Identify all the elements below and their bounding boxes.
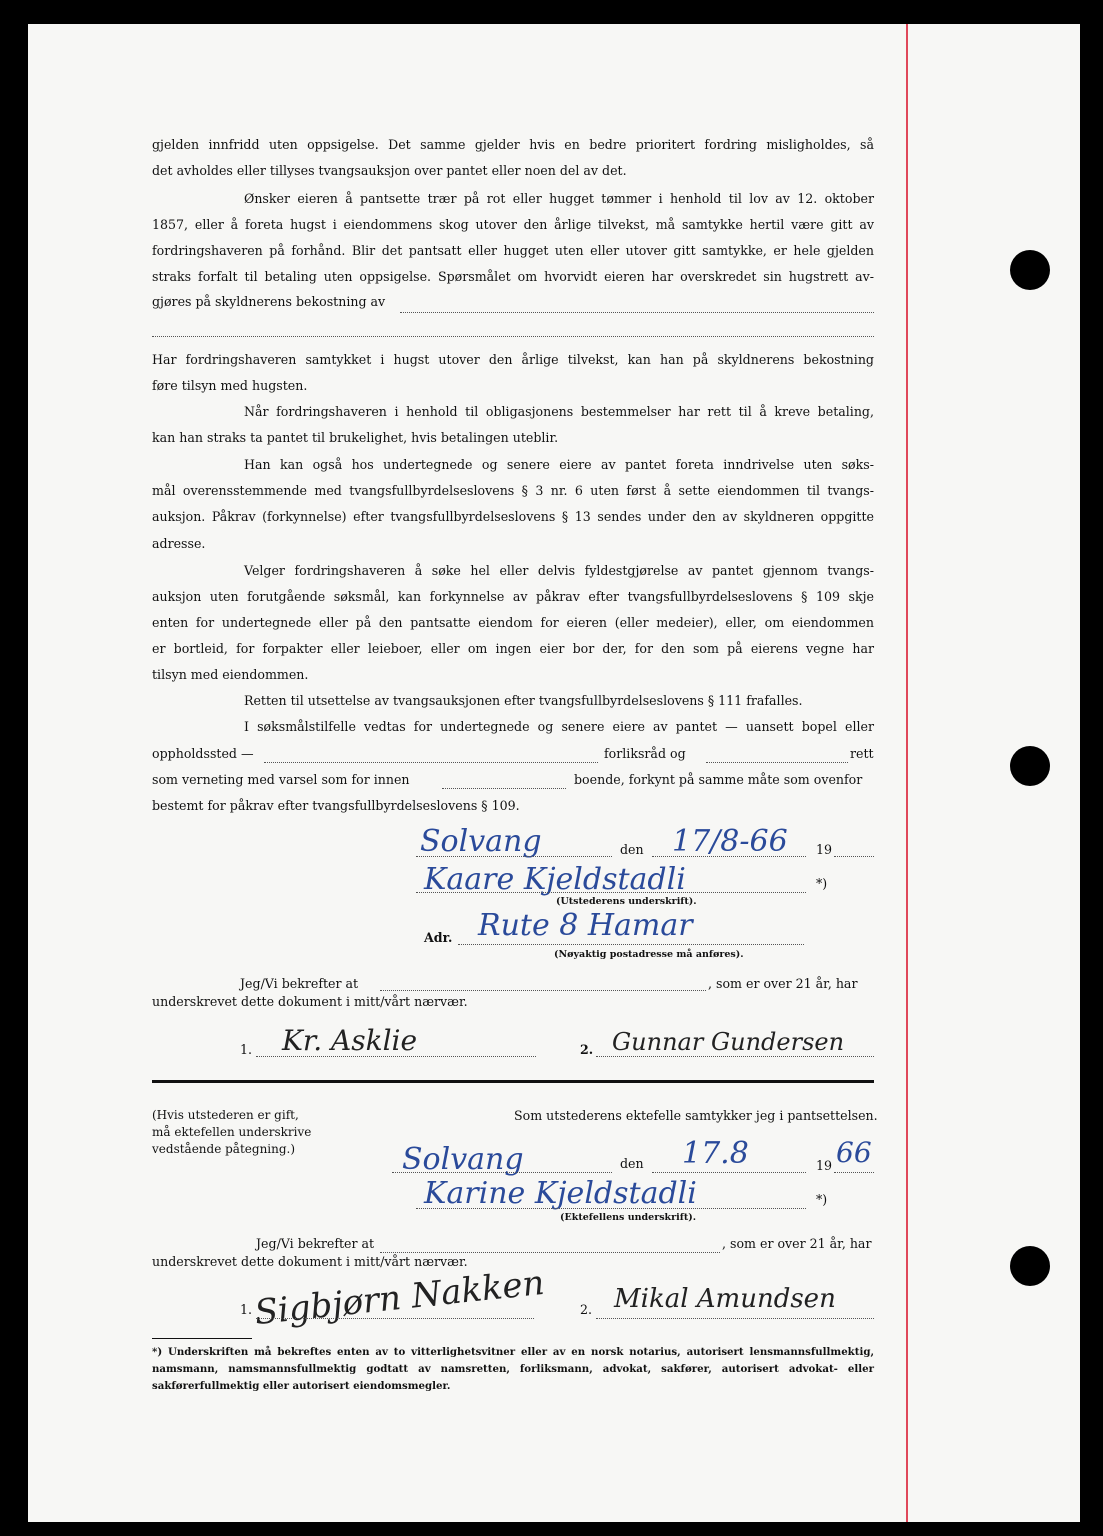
witness2-line1-a: Jeg/Vi bekrefter at	[256, 1236, 375, 1251]
witness2-num2: 2.	[580, 1302, 593, 1317]
spouse-consent: Som utstederens ektefelle samtykker jeg i pantsettelsen.	[514, 1108, 878, 1123]
para8-line1: I søksmålstilfelle vedtas for undertegnede og senere eiere av pantet — uansett bopel eller	[244, 719, 874, 734]
adr-label: Adr.	[424, 930, 453, 945]
para6-line3: enten for undertegnede eller på den pantsatte eiendom for eieren (eller medeier), eller, om eiendommen	[152, 615, 874, 630]
spouse-handwritten-date: 17.8	[682, 1136, 749, 1171]
para5-line3: auksjon. Påkrav (forkynnelse) efter tvangsfullbyrdelseslovens § 13 sendes under den av skyldneren oppgitte	[152, 509, 874, 524]
signature-line	[416, 1208, 806, 1209]
handwritten-place: Solvang	[420, 824, 542, 859]
para6-line4: er bortleid, for forpakter eller leieboer, eller om ingen eier bor der, for den som på eierens vegne har	[152, 641, 874, 656]
para2-line1: Ønsker eieren å pantsette trær på rot eller hugget tømmer i henhold til lov av 12. oktober	[244, 191, 874, 206]
year-prefix: 19	[816, 842, 833, 857]
para5-line2: mål overensstemmende med tvangsfullbyrdelseslovens § 3 nr. 6 uten først å sette eiendommen til tvangs-	[152, 483, 874, 498]
footnote-mark: *)	[816, 876, 828, 891]
address-line	[458, 944, 804, 945]
witness1-line1-a: Jeg/Vi bekrefter at	[240, 976, 359, 991]
punch-hole-middle	[1010, 746, 1050, 786]
para2-line3: fordringshaveren på forhånd. Blir det pantsatt eller hugget uten eller utover gitt samtykke, er hele gjelden	[152, 243, 874, 258]
witness1-line2: underskrevet dette dokument i mitt/vårt nærvær.	[152, 994, 468, 1009]
spouse-handwritten-year: 66	[836, 1136, 872, 1169]
para5-line4: adresse.	[152, 536, 206, 551]
date-line	[652, 1172, 806, 1173]
spouse-caption: (Ektefellens underskrift).	[560, 1212, 697, 1223]
witness2-line2: underskrevet dette dokument i mitt/vårt nærvær.	[152, 1254, 468, 1269]
spouse-note-line3: vedstående påtegning.)	[152, 1142, 296, 1156]
para5-line1: Han kan også hos undertegnede og senere eiere av pantet foreta inndrivelse uten søks-	[244, 457, 874, 472]
document-page	[28, 24, 1080, 1522]
para1-line2: det avholdes eller tillyses tvangsauksjon over pantet eller noen del av det.	[152, 163, 627, 178]
issuer-caption: (Utstederens underskrift).	[556, 896, 697, 907]
divider-rule	[152, 1080, 874, 1083]
witness2-signature1: Sigbjørn Nakken	[252, 1262, 547, 1334]
blank-line	[442, 788, 566, 789]
signature-line	[416, 892, 806, 893]
signature-line	[596, 1318, 874, 1319]
spouse-den-label: den	[620, 1156, 644, 1171]
witness2-line1-b: , som er over 21 år, har	[722, 1236, 872, 1251]
para8-verneting: som verneting med varsel som for innen	[152, 772, 410, 787]
witness2-num1: 1.	[240, 1302, 253, 1317]
margin-red-line	[906, 24, 908, 1522]
para8-forliksrad: forliksråd og	[604, 746, 686, 761]
para8-oppholdssted: oppholdssted —	[152, 746, 254, 761]
handwritten-address: Rute 8 Hamar	[478, 908, 693, 943]
spouse-footnote-mark: *)	[816, 1192, 828, 1207]
para2-line2: 1857, eller å foreta hugst i eiendommens skog utover den årlige tilvekst, må samtykke hertil være gitt av	[152, 217, 874, 232]
footnote-rule	[152, 1338, 252, 1339]
signature-line	[256, 1056, 536, 1057]
witness1-num1: 1.	[240, 1042, 253, 1057]
blank-line	[400, 312, 874, 313]
spouse-handwritten-place: Solvang	[402, 1142, 524, 1177]
para6-line5: tilsyn med eiendommen.	[152, 667, 309, 682]
witness1-signature1: Kr. Asklie	[282, 1024, 418, 1057]
blank-line	[152, 336, 874, 337]
footnote: *) Underskriften må bekreftes enten av to vitterlighetsvitner eller av en norsk notarius, autorisert lensmannsfullmektig, namsmann, namsmannsfullmektig godtatt av namsretten, forliksmann, advokat, sakfører, autorisert advokat- eller sakførerfullmektig eller autorisert eiendomsmegler.	[152, 1346, 874, 1392]
spouse-year-prefix: 19	[816, 1158, 833, 1173]
para3-line2: føre tilsyn med hugsten.	[152, 378, 308, 393]
place-line	[416, 856, 612, 857]
para4-line1: Når fordringshaveren i henhold til obligasjonens bestemmelser har rett til å kreve betaling,	[244, 404, 874, 419]
para7-line1: Retten til utsettelse av tvangsauksjonen efter tvangsfullbyrdelseslovens § 111 frafalles.	[244, 693, 803, 708]
witness1-line1-b: , som er over 21 år, har	[708, 976, 858, 991]
blank-line	[380, 1252, 720, 1253]
handwritten-date: 17/8-66	[672, 824, 788, 859]
year-line	[834, 1172, 874, 1173]
blank-line	[264, 762, 598, 763]
issuer-signature: Kaare Kjeldstadli	[424, 862, 686, 897]
para8-line4: bestemt for påkrav efter tvangsfullbyrdelseslovens § 109.	[152, 798, 520, 813]
blank-line	[380, 990, 706, 991]
witness1-signature2: Gunnar Gundersen	[612, 1028, 845, 1056]
para8-boende: boende, forkynt på samme måte som ovenfor	[574, 772, 863, 787]
year-line	[834, 856, 874, 857]
para6-line2: auksjon uten forutgående søksmål, kan forkynnelse av påkrav efter tvangsfullbyrdelseslovens § 109 skje	[152, 589, 874, 604]
para6-line1: Velger fordringshaveren å søke hel eller delvis fyldestgjørelse av pantet gjennom tvangs-	[244, 563, 874, 578]
place-line	[392, 1172, 612, 1173]
witness2-signature2: Mikal Amundsen	[614, 1284, 836, 1314]
para8-rett: rett	[850, 746, 874, 761]
signature-line	[596, 1056, 874, 1057]
para4-line2: kan han straks ta pantet til brukelighet, hvis betalingen uteblir.	[152, 430, 559, 445]
para1-line1: gjelden innfridd uten oppsigelse. Det samme gjelder hvis en bedre prioritert fordring misligholdes, så	[152, 137, 874, 152]
spouse-signature: Karine Kjeldstadli	[424, 1176, 697, 1211]
den-label: den	[620, 842, 644, 857]
para2-line4: straks forfalt til betaling uten oppsigelse. Spørsmålet om hvorvidt eieren har overskredet sin hugstrett av-	[152, 269, 874, 284]
address-caption: (Nøyaktig postadresse må anføres).	[554, 949, 744, 960]
spouse-note-line1: (Hvis utstederen er gift,	[152, 1108, 299, 1122]
para2-line5: gjøres på skyldnerens bekostning av	[152, 294, 386, 309]
signature-line	[256, 1318, 534, 1319]
date-line	[652, 856, 806, 857]
witness1-num2: 2.	[580, 1042, 594, 1057]
punch-hole-top	[1010, 250, 1050, 290]
spouse-note-line2: må ektefellen underskrive	[152, 1125, 312, 1139]
para3-line1: Har fordringshaveren samtykket i hugst utover den årlige tilvekst, kan han på skyldnerens bekostning	[152, 352, 874, 367]
blank-line	[706, 762, 848, 763]
punch-hole-bottom	[1010, 1246, 1050, 1286]
